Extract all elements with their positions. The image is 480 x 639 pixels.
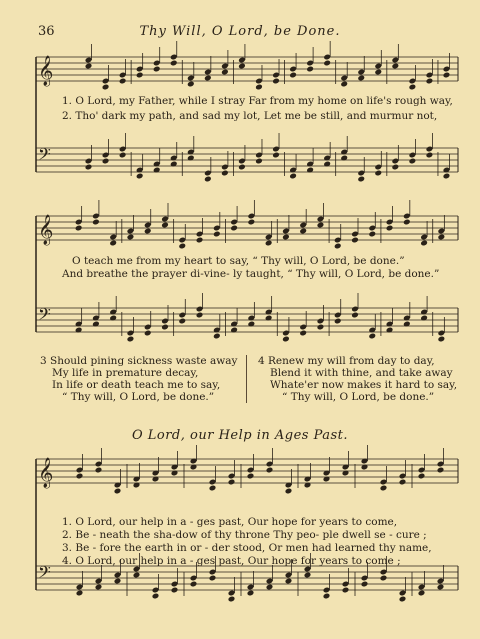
note-head [255,158,263,165]
note-head [351,237,359,244]
note-head [420,240,428,247]
bass-clef: 𝄢 [38,304,51,328]
note-head [392,164,400,171]
note-head [255,84,263,91]
note-head [144,228,152,235]
note-head [238,63,246,70]
verse4-line: Whate'er now makes it hard to say, [270,379,458,391]
note-head [114,488,122,495]
verse4-line: “ Thy will, O Lord, be done.” [282,391,435,403]
note-head [238,164,246,171]
note-head [144,330,152,337]
note-head [374,170,382,177]
note-head [136,173,144,180]
note-head [409,158,417,165]
hymn2-lyric-line-1: 1. O Lord, our help in a - ges past, Our hope for years to come, [62,516,398,528]
note-head [230,225,238,232]
note-head [418,473,426,480]
note-head [248,219,256,226]
verse3-line: “ Thy will, O Lord, be done.” [62,391,215,403]
note-head [317,222,325,229]
note-head [386,225,394,232]
note-head [265,240,273,247]
note-head [317,324,325,331]
note-head [170,60,178,67]
note-head [403,219,411,226]
note-head [443,72,451,79]
verse4-line: Blend it with thine, and take away [270,367,453,379]
note-head [152,593,160,600]
note-head [85,63,93,70]
note-head [119,78,127,85]
note-head [133,572,141,579]
note-head [213,231,221,238]
note-head [221,69,229,76]
note-head [196,237,204,244]
note-head [204,75,212,82]
note-head [213,333,221,340]
note-head [161,324,169,331]
hymn1-lyric-line-3: O teach me from my heart to say, “ Thy will, O Lord, be done.” [72,255,405,267]
page-header-title: Thy Will, O Lord, be Done. [139,24,341,39]
note-head [171,587,179,594]
note-head [266,584,274,591]
hymn2-lyric-line-3: 3. Be - fore the earth in or - der stood, Or men had learned thy name, [62,542,432,554]
note-head [204,176,212,183]
note-head [282,234,290,241]
note-head [119,152,127,159]
note-head [323,593,331,600]
treble-clef: 𝄞 [38,458,54,488]
note-head [357,176,365,183]
note-head [221,170,229,177]
note-head [272,78,280,85]
note-head [438,336,446,343]
note-head [102,158,110,165]
note-head [75,225,83,232]
note-head [92,219,100,226]
verse-divider [246,355,247,403]
note-head [361,581,369,588]
note-head [368,231,376,238]
note-head [289,72,297,79]
hymn2-lyric-line-4: 4. O Lord, our help in a - ges past, Our hope for years to come ; [62,555,401,567]
note-head [178,318,186,325]
note-head [114,578,122,585]
note-head [153,66,161,73]
note-head [266,467,274,474]
note-head [136,72,144,79]
note-head [380,575,388,582]
hymn1-lyric-line-4: And breathe the prayer di-vine- ly taught, “ Thy will, O Lord, be done.” [62,268,440,280]
note-head [127,336,135,343]
note-head [228,479,236,486]
verse4-line: 4 Renew my will from day to day, [258,355,435,367]
note-head [374,69,382,76]
note-head [196,312,204,319]
note-head [426,78,434,85]
verse3-line: In life or death teach me to say, [52,379,221,391]
note-head [392,63,400,70]
note-head [187,81,195,88]
note-head [299,330,307,337]
note-head [409,84,417,91]
note-head [357,75,365,82]
note-head [368,333,376,340]
note-head [161,222,169,229]
hymn2-lyric-line-2: 2. Be - neath the sha-dow of thy throne Thy peo- ple dwell se - cure ; [62,529,427,541]
treble-clef: 𝄞 [38,56,54,86]
note-head [334,318,342,325]
note-head [418,590,426,597]
note-head [95,584,103,591]
hymn2-title: O Lord, our Help in Ages Past. [131,428,349,443]
page-number: 36 [38,24,55,39]
note-head [306,66,314,73]
note-head [437,584,445,591]
note-head [351,312,359,319]
note-head [127,234,135,241]
note-head [85,164,93,171]
note-head [95,467,103,474]
note-head [247,473,255,480]
note-head [247,590,255,597]
note-head [340,81,348,88]
note-head [334,243,342,250]
note-head [102,84,110,91]
note-head [272,152,280,159]
note-head [178,243,186,250]
note-head [289,173,297,180]
note-head [209,485,217,492]
verse3-line: 3 Should pining sickness waste away [40,355,238,367]
note-head [426,152,434,159]
verse3-line: My life in premature decay, [52,367,199,379]
note-head [109,240,117,247]
note-head [399,479,407,486]
note-head [209,575,217,582]
note-head [299,228,307,235]
note-head [438,234,446,241]
bass-clef: 𝄢 [38,562,51,586]
note-head [190,581,198,588]
note-head [380,485,388,492]
hymn1-lyric-line-2: 2. Tho' dark my path, and sad my lot, Let me be still, and murmur not, [62,110,438,122]
note-head [443,173,451,180]
note-head [76,473,84,480]
hymn1-lyric-line-1: 1. O Lord, my Father, while I stray Far from my home on life's rough way, [62,95,453,107]
note-head [342,587,350,594]
note-head [76,590,84,597]
note-head [399,596,407,603]
treble-clef: 𝄞 [38,215,54,245]
note-head [323,60,331,67]
note-head [285,578,293,585]
bass-clef: 𝄢 [38,144,51,168]
note-head [285,488,293,495]
note-head [437,467,445,474]
note-head [304,572,312,579]
note-head [228,596,236,603]
note-head [282,336,290,343]
